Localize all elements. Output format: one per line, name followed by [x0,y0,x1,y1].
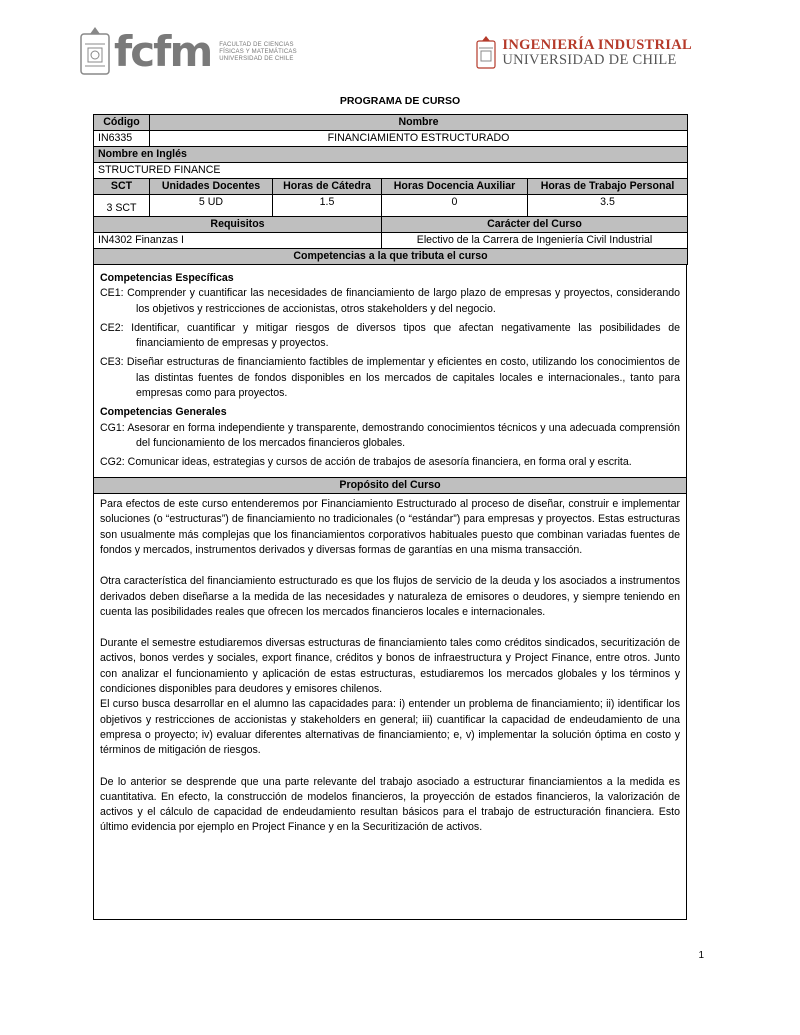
course-info-table [93,114,688,265]
purpose-paragraph: Para efectos de este curso entenderemos por Financiamiento Estructurado al proceso de diseñar, construir e implementar soluciones (o “estructuras”) de financiamiento no tradicionales (o “estándar”) para empresas y proyectos. Estas estructuras son usualmente más complejas que los financiamientos corporativos habituales puesto que combinan variadas fuentes de fondos y mercados, instrumentos derivados y diversas formas de garantías en una misma transacción. [100,498,680,556]
hda-label: Horas Docencia Auxiliar [382,179,528,195]
hda-value: 0 [382,195,528,217]
purpose-header-table [93,478,687,495]
competencies-header: Competencias a la que tributa el curso [94,249,688,265]
purpose-paragraph: Otra característica del financiamiento estructurado es que los flujos de servicio de la deuda y los asociados a instrumentos derivados deben diseñarse a la medida de las necesidades y naturaleza de emisores o deudores, y siempre teniendo en cuenta las posibilidades reales que ofrecen los mercados financieros locales e internacionales. [100,575,680,618]
requirements-value: IN4302 Finanzas I [94,233,382,249]
university-seal-icon [80,26,110,78]
competency-item: CE2: Identificar, cuantificar y mitigar riesgos de diversos tipos que afectan negativamente las posibilidades de financiamiento de empresas y proyectos. [100,321,680,350]
general-competencies-title: Competencias Generales [100,406,227,419]
competency-item: CG2: Comunicar ideas, estrategias y cursos de acción de trabajos de asesoría financiera, en forma oral y escrita. [100,456,632,469]
name-label: Nombre [150,115,688,131]
purpose-header: Propósito del Curso [94,478,687,494]
course-name: FINANCIAMIENTO ESTRUCTURADO [150,131,688,147]
document-title: PROGRAMA DE CURSO [339,95,461,107]
faculty-line: FACULTAD DE CIENCIAS [219,41,294,48]
competency-item: CE3: Diseñar estructuras de financiamiento factibles de implementar y eficientes en costo, utilizando los conocimientos de las distintas fuentes de fondos disponibles en los mercados de capitales locales e internacionales., tanto para empresas como para proyectos. [100,356,680,400]
character-value: Electivo de la Carrera de Ingeniería Civil Industrial [382,233,688,249]
header-logos [80,22,692,84]
character-label: Carácter del Curso [382,217,688,233]
purpose-paragraph: Durante el semestre estudiaremos diversas estructuras de financiamiento tales como créditos sindicados, securitización de activos, bonos verdes y sociales, export finance, créditos y bonos de infraestructura y Project Finance, entre otros. Junto con analizar el funcionamiento y aplicación de estas estructuras, estudiaremos los mercados globales y los términos y condiciones disponibles para deudores y emisores chilenos. [100,637,680,696]
purpose-paragraph: De lo anterior se desprende que una parte relevante del trabajo asociado a estructurar financiamientos a la medida es cuantitativa. En efecto, la construcción de modelos financieros, la proyección de estados financieros, la valorización de activos y el cálculo de capacidad de endeudamiento resultan básicos para el trabajo de estructuración financiera. Esto último evidencia por ejemplo en Project Finance y en la Securitización de activos. [100,775,680,834]
htp-value: 3.5 [528,195,688,217]
hc-value: 1.5 [273,195,382,217]
industrial-engineering-seal-icon [476,36,496,70]
course-program [93,114,687,920]
hc-label: Horas de Cátedra [273,179,382,195]
code-label: Código [94,115,150,131]
english-name-label: Nombre en Inglés [94,147,688,163]
sct-value: 3 SCT [94,195,150,217]
competency-item: CE1: Comprender y cuantificar las necesidades de financiamiento de largo plazo de empresas y proyectos, considerando los objetivos y restricciones de accionistas, otros stakeholders y del negocio. [100,287,680,315]
course-code: IN6335 [94,131,150,147]
requirements-label: Requisitos [94,217,382,233]
page-number: 1 [698,950,704,961]
competencies-section [93,265,687,478]
fcfm-wordmark: fcfm [114,27,212,76]
specific-competencies-title: Competencias Específicas [100,272,234,284]
logo-line-1: INGENIERÍA INDUSTRIAL [502,37,692,53]
logo-line-2: UNIVERSIDAD DE CHILE [502,52,677,68]
fcfm-logo [80,26,297,78]
competency-item: CG1: Asesorar en forma independiente y transparente, demostrando conocimientos técnicos y una adecuada comprensión del funcionamiento de los mercados financieros globales. [100,421,680,449]
faculty-name [219,42,297,63]
purpose-section [93,494,687,920]
faculty-line: FÍSICAS Y MATEMÁTICAS [219,48,297,55]
purpose-paragraph: El curso busca desarrollar en el alumno las capacidades para: i) entender un problema de financiamiento; ii) identificar los objetivos y restricciones de accionistas y stakeholders en general; iii) cuantificar la capacidad de endeudamiento de una empresa o proyecto; iv) evaluar diferentes alternativas de financiamiento; e, v) implementar la solución óptima en costo y términos de mitigación de riesgos. [100,698,680,757]
ud-label: Unidades Docentes [150,179,273,195]
ingenieria-industrial-logo [476,36,692,70]
htp-label: Horas de Trabajo Personal [528,179,688,195]
sct-label: SCT [94,179,150,195]
ud-value: 5 UD [150,195,273,217]
english-name: STRUCTURED FINANCE [94,163,688,179]
faculty-line: UNIVERSIDAD DE CHILE [219,55,294,62]
